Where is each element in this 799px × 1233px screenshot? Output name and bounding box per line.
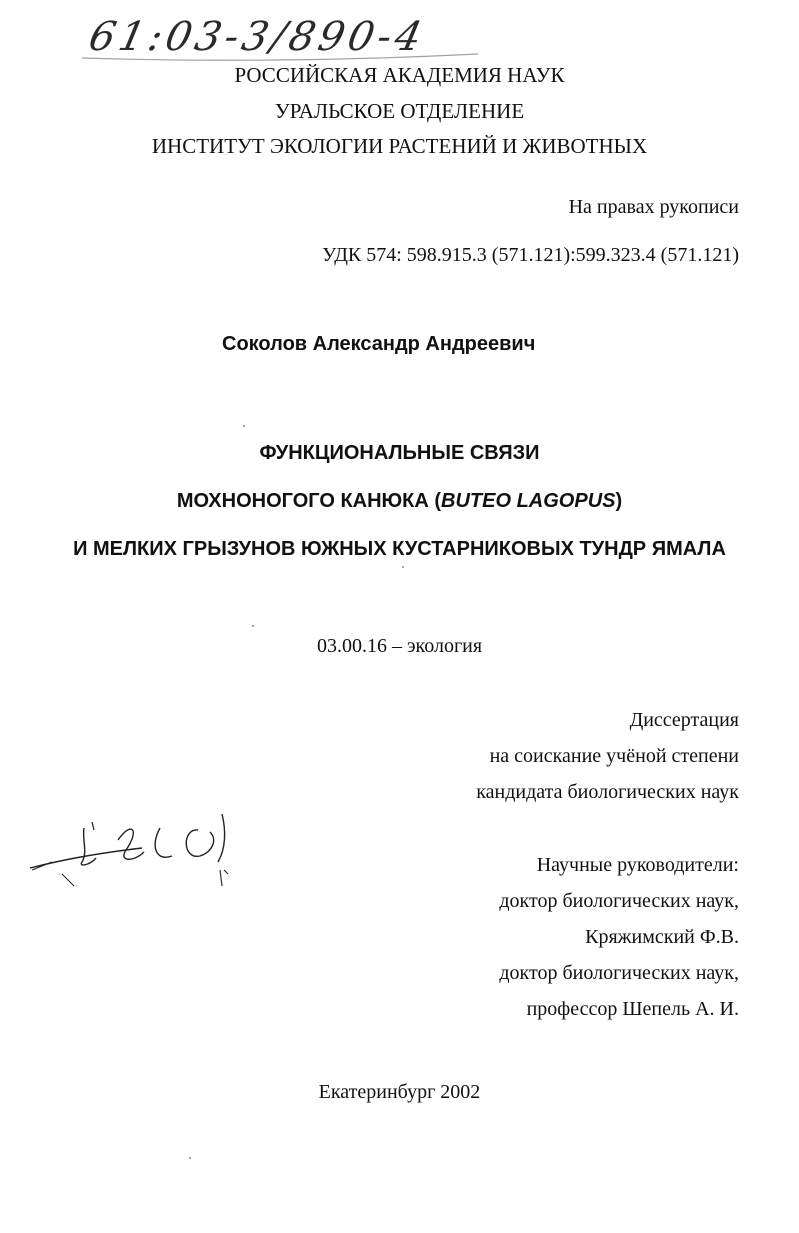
handwritten-archive-number <box>78 8 498 68</box>
header-branch: УРАЛЬСКОЕ ОТДЕЛЕНИЕ <box>274 99 525 123</box>
title-line-1: ФУНКЦИОНАЛЬНЫЕ СВЯЗИ <box>259 442 540 464</box>
scan-speck <box>252 625 254 627</box>
archive-number-text: 61:03-3/890-4 <box>84 12 431 60</box>
title-line-3: И МЕЛКИХ ГРЫЗУНОВ ЮЖНЫХ КУСТАРНИКОВЫХ ТУНДР ЯМАЛА <box>73 538 726 560</box>
title-latin-name: BUTEO LAGOPUS <box>441 490 616 512</box>
supervisors-heading: Научные руководители: <box>536 854 739 876</box>
header-academy: РОССИЙСКАЯ АКАДЕМИЯ НАУК <box>234 63 565 87</box>
scan-speck <box>402 566 404 568</box>
place-and-year: Екатеринбург 2002 <box>318 1081 481 1103</box>
supervisor-2-title: доктор биологических наук, <box>499 962 739 984</box>
specialty-code: 03.00.16 – экология <box>316 635 483 657</box>
author-name: Соколов Александр Андреевич <box>222 333 536 355</box>
handwritten-signature <box>22 800 262 900</box>
scan-speck <box>243 425 245 427</box>
title-line-2-end: ) <box>615 490 623 512</box>
manuscript-note: На правах рукописи <box>568 196 739 218</box>
supervisor-1-name: Кряжимский Ф.В. <box>585 926 739 948</box>
degree-line-2: на соискание учёной степени <box>489 745 739 767</box>
degree-line-3: кандидата биологических наук <box>476 781 739 803</box>
supervisor-1-title: доктор биологических наук, <box>499 890 739 912</box>
udc-code: УДК 574: 598.915.3 (571.121):599.323.4 (571.121) <box>322 244 739 266</box>
header-institute: ИНСТИТУТ ЭКОЛОГИИ РАСТЕНИЙ И ЖИВОТНЫХ <box>151 134 648 158</box>
scan-speck <box>189 1157 191 1159</box>
title-line-2 <box>0 488 799 514</box>
degree-line-1: Диссертация <box>629 709 739 731</box>
supervisor-2-name: профессор Шепель А. И. <box>526 998 739 1020</box>
title-line-2-start: МОХНОНОГОГО КАНЮКА ( <box>176 490 442 512</box>
